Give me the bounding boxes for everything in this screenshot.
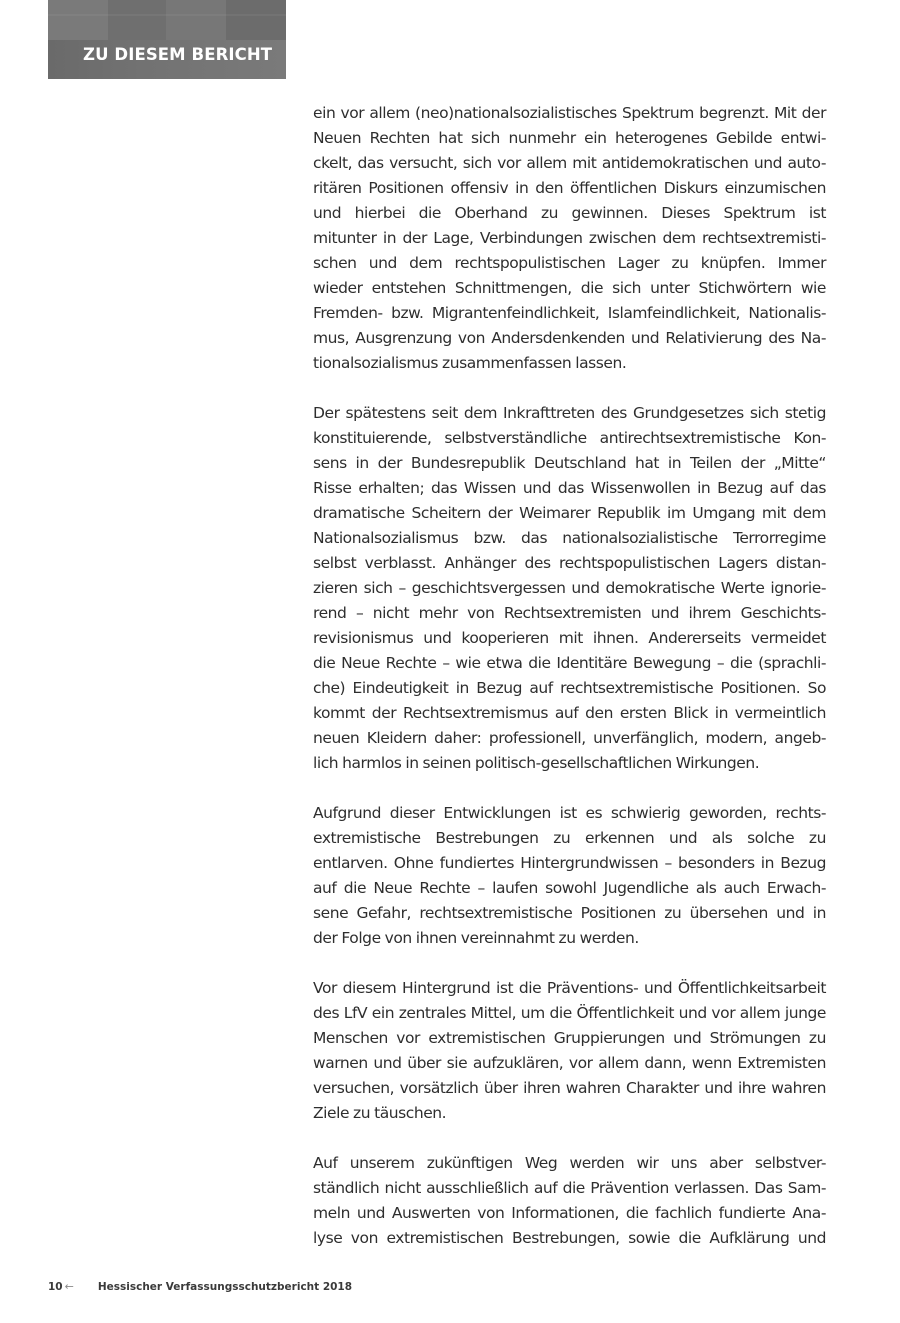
paragraph-line: Nationalsozialismus bzw. das nationalsozialistische Terrorregime: [313, 529, 826, 547]
paragraph-line: extremistische Bestrebungen zu erkennen und als solche zu: [313, 829, 826, 847]
paragraph-line: sene Gefahr, rechtsextremistische Positionen zu übersehen und in: [313, 904, 826, 922]
paragraph-line: die Neue Rechte – wie etwa die Identitäre Bewegung – die (sprachli-: [313, 654, 826, 672]
paragraph-line: und hierbei die Oberhand zu gewinnen. Dieses Spektrum ist: [313, 204, 826, 222]
paragraph: [313, 101, 826, 376]
section-title: ZU DIESEM BERICHT: [83, 45, 273, 64]
paragraph-line: des LfV ein zentrales Mittel, um die Öffentlichkeit und vor allem junge: [313, 1004, 826, 1022]
paragraph-line: tionalsozialismus zusammenfassen lassen.: [313, 354, 627, 372]
paragraph-line: ein vor allem (neo)nationalsozialistisches Spektrum begrenzt. Mit der: [313, 104, 826, 122]
paragraph-line: kommt der Rechtsextremismus auf den ersten Blick in vermeintlich: [313, 704, 826, 722]
paragraph-line: der Folge von ihnen vereinnahmt zu werden.: [313, 929, 639, 947]
section-header-band: [48, 0, 286, 79]
paragraph-line: ritären Positionen offensiv in den öffentlichen Diskurs einzumischen: [313, 179, 826, 197]
paragraph-line: dramatische Scheitern der Weimarer Republik im Umgang mit dem: [313, 504, 826, 522]
paragraph-line: rend – nicht mehr von Rechtsextremisten und ihrem Geschichts-: [313, 604, 826, 622]
paragraph: [313, 401, 826, 776]
paragraph-line: Auf unserem zukünftigen Weg werden wir uns aber selbstver-: [313, 1154, 826, 1172]
paragraph-line: entlarven. Ohne fundiertes Hintergrundwissen – besonders in Bezug: [313, 854, 826, 872]
publication-title: Hessischer Verfassungsschutzbericht 2018: [97, 1281, 353, 1293]
page-number: 10: [48, 1281, 63, 1293]
paragraph-line: mitunter in der Lage, Verbindungen zwischen dem rechtsextremisti-: [313, 229, 826, 247]
arrow-left-icon: ←: [64, 1280, 74, 1293]
paragraph-line: Der spätestens seit dem Inkrafttreten des Grundgesetzes sich stetig: [313, 404, 826, 422]
paragraph-line: Risse erhalten; das Wissen und das Wissenwollen in Bezug auf das: [313, 479, 826, 497]
header-pattern-tile: [166, 0, 226, 40]
paragraph: [313, 1151, 826, 1251]
header-pattern-line: [48, 14, 286, 16]
paragraph-line: wieder entstehen Schnittmengen, die sich unter Stichwörtern wie: [313, 279, 826, 297]
paragraph-line: versuchen, vorsätzlich über ihren wahren Charakter und ihre wahren: [313, 1079, 826, 1097]
paragraph-line: meln und Auswerten von Informationen, die fachlich fundierte Ana-: [313, 1204, 826, 1222]
paragraph-line: lyse von extremistischen Bestrebungen, sowie die Aufklärung und: [313, 1229, 826, 1247]
paragraph-line: Aufgrund dieser Entwicklungen ist es schwierig geworden, rechts-: [313, 804, 826, 822]
header-pattern-tile: [108, 0, 166, 40]
paragraph-line: revisionismus und kooperieren mit ihnen. Andererseits vermeidet: [313, 629, 826, 647]
body-text-column: [313, 101, 826, 1276]
paragraph-line: neuen Kleidern daher: professionell, unverfänglich, modern, angeb-: [313, 729, 826, 747]
paragraph-line: Neuen Rechten hat sich nunmehr ein heterogenes Gebilde entwi-: [313, 129, 826, 147]
paragraph-line: zieren sich – geschichtsvergessen und demokratische Werte ignorie-: [313, 579, 826, 597]
paragraph-line: Vor diesem Hintergrund ist die Präventions- und Öffentlichkeitsarbeit: [313, 979, 826, 997]
paragraph-line: sens in der Bundesrepublik Deutschland hat in Teilen der „Mitte“: [313, 454, 826, 472]
paragraph-line: ständlich nicht ausschließlich auf die Prävention verlassen. Das Sam-: [313, 1179, 826, 1197]
paragraph-line: mus, Ausgrenzung von Andersdenkenden und Relativierung des Na-: [313, 329, 826, 347]
paragraph-line: konstituierende, selbstverständliche antirechtsextremistische Kon-: [313, 429, 826, 447]
paragraph-line: warnen und über sie aufzuklären, vor allem dann, wenn Extremisten: [313, 1054, 826, 1072]
paragraph-line: ckelt, das versucht, sich vor allem mit antidemokratischen und auto-: [313, 154, 826, 172]
paragraph-line: Ziele zu täuschen.: [313, 1104, 447, 1122]
paragraph-line: lich harmlos in seinen politisch-gesellschaftlichen Wirkungen.: [313, 754, 760, 772]
paragraph-line: schen und dem rechtspopulistischen Lager zu knüpfen. Immer: [313, 254, 826, 272]
paragraph-line: Menschen vor extremistischen Gruppierungen und Strömungen zu: [313, 1029, 826, 1047]
paragraph: [313, 976, 826, 1126]
paragraph-line: auf die Neue Rechte – laufen sowohl Jugendliche als auch Erwach-: [313, 879, 826, 897]
page-footer: [48, 1278, 352, 1296]
paragraph-line: che) Eindeutigkeit in Bezug auf rechtsextremistische Positionen. So: [313, 679, 826, 697]
header-pattern-tile: [48, 0, 108, 40]
paragraph-line: selbst verblasst. Anhänger des rechtspopulistischen Lagers distan-: [313, 554, 826, 572]
paragraph-line: Fremden- bzw. Migrantenfeindlichkeit, Islamfeindlichkeit, Nationalis-: [313, 304, 826, 322]
paragraph: [313, 801, 826, 951]
header-pattern-tile: [226, 0, 286, 40]
